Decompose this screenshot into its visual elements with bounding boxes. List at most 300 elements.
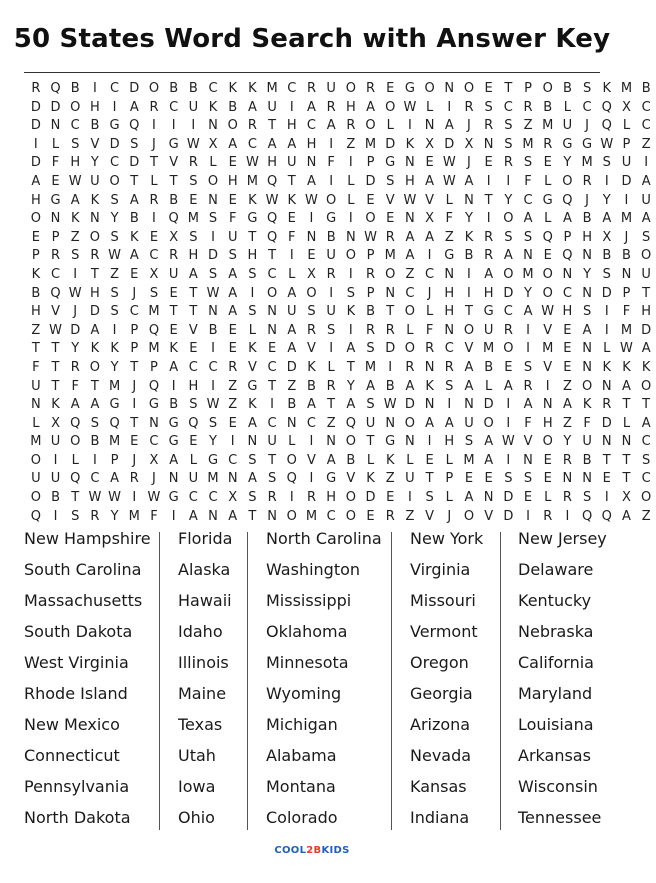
grid-letter: A xyxy=(228,266,238,282)
grid-letter: O xyxy=(483,415,494,431)
grid-letter: E xyxy=(169,322,178,338)
grid-letter: N xyxy=(405,434,415,450)
grid-letter: D xyxy=(385,341,396,357)
grid-row xyxy=(26,415,651,434)
grid-letter: M xyxy=(207,471,219,487)
grid-row xyxy=(26,117,651,136)
grid-letter: M xyxy=(148,304,160,320)
grid-letter: E xyxy=(228,155,237,171)
state-word: Colorado xyxy=(266,808,338,827)
grid-letter: V xyxy=(51,304,60,320)
state-word: Iowa xyxy=(178,777,216,796)
grid-letter: E xyxy=(464,471,474,487)
state-word: Alaska xyxy=(178,560,231,579)
grid-letter: A xyxy=(641,173,651,189)
grid-letter: F xyxy=(524,415,532,431)
grid-letter: W xyxy=(501,434,515,450)
grid-letter: R xyxy=(90,248,100,264)
grid-letter: K xyxy=(31,266,41,282)
grid-letter: F xyxy=(71,378,79,394)
grid-letter: L xyxy=(485,378,493,394)
grid-letter: D xyxy=(286,359,297,375)
grid-letter: B xyxy=(622,248,631,264)
grid-letter: I xyxy=(112,322,117,338)
grid-letter: D xyxy=(70,322,81,338)
grid-letter: J xyxy=(132,452,137,468)
grid-letter: L xyxy=(622,118,631,134)
grid-letter: S xyxy=(71,508,80,524)
grid-letter: R xyxy=(366,266,376,282)
grid-letter: I xyxy=(388,359,393,375)
grid-letter: H xyxy=(90,99,100,115)
grid-letter: B xyxy=(385,378,395,394)
grid-letter: E xyxy=(149,229,159,245)
grid-letter: Q xyxy=(70,471,81,487)
grid-letter: G xyxy=(247,378,258,394)
grid-letter: G xyxy=(385,434,396,450)
grid-letter: I xyxy=(565,508,570,524)
grid-letter: V xyxy=(543,359,553,375)
grid-letter: S xyxy=(464,434,474,450)
grid-letter: C xyxy=(306,118,316,134)
grid-letter: C xyxy=(503,304,513,320)
grid-letter: S xyxy=(602,155,611,171)
grid-letter: B xyxy=(169,397,179,413)
grid-letter: U xyxy=(188,99,199,115)
grid-letter: R xyxy=(503,322,513,338)
grid-letter: N xyxy=(50,118,61,134)
grid-letter: A xyxy=(622,378,631,394)
grid-letter: A xyxy=(287,285,297,301)
grid-letter: S xyxy=(71,248,80,264)
grid-letter: J xyxy=(427,285,432,301)
grid-letter: Q xyxy=(562,248,573,264)
grid-letter: R xyxy=(169,248,179,264)
grid-letter: A xyxy=(641,341,651,357)
state-word: Mississippi xyxy=(266,591,352,610)
grid-letter: I xyxy=(132,397,137,413)
grid-letter: L xyxy=(248,322,257,338)
grid-letter: X xyxy=(464,136,474,152)
grid-letter: A xyxy=(129,248,139,264)
grid-letter: O xyxy=(207,173,219,189)
grid-letter: F xyxy=(445,211,454,227)
grid-letter: I xyxy=(329,341,334,357)
grid-letter: N xyxy=(208,118,218,134)
word-list xyxy=(0,526,624,836)
grid-letter: A xyxy=(641,415,651,431)
grid-letter: S xyxy=(208,266,218,282)
grid-letter: A xyxy=(523,211,533,227)
grid-letter: O xyxy=(345,81,356,96)
word-column xyxy=(410,526,483,836)
grid-letter: Y xyxy=(563,434,572,450)
grid-letter: T xyxy=(425,471,434,487)
grid-letter: D xyxy=(503,508,514,524)
grid-letter: M xyxy=(187,211,199,227)
grid-letter: T xyxy=(346,359,355,375)
grid-letter: O xyxy=(148,81,160,96)
grid-letter: D xyxy=(89,304,100,320)
grid-letter: I xyxy=(407,118,412,134)
state-word: Florida xyxy=(178,529,233,548)
grid-letter: T xyxy=(484,192,493,208)
grid-letter: H xyxy=(641,304,652,320)
word-column xyxy=(266,526,382,836)
grid-letter: U xyxy=(483,322,494,338)
grid-letter: O xyxy=(89,359,101,375)
grid-letter: I xyxy=(486,173,491,189)
grid-letter: E xyxy=(543,155,552,171)
grid-letter: F xyxy=(288,229,296,245)
grid-letter: Q xyxy=(286,471,297,487)
grid-letter: Q xyxy=(542,229,553,245)
grid-letter: S xyxy=(110,285,119,301)
grid-letter: L xyxy=(406,322,414,338)
grid-letter: R xyxy=(366,322,376,338)
grid-letter: C xyxy=(582,99,592,115)
grid-letter: R xyxy=(405,359,415,375)
grid-letter: J xyxy=(152,136,156,152)
grid-letter: N xyxy=(464,192,474,208)
grid-letter: A xyxy=(425,415,435,431)
grid-letter: F xyxy=(622,304,631,320)
grid-letter: S xyxy=(366,397,375,413)
state-word: Minnesota xyxy=(266,653,349,672)
grid-letter: H xyxy=(227,173,238,189)
grid-letter: L xyxy=(622,415,631,431)
grid-letter: A xyxy=(405,378,415,394)
grid-letter: Z xyxy=(228,397,238,413)
grid-letter: U xyxy=(168,266,179,282)
grid-letter: Y xyxy=(346,378,355,394)
grid-letter: U xyxy=(621,155,632,171)
grid-letter: I xyxy=(506,173,511,189)
grid-letter: P xyxy=(563,229,572,245)
grid-letter: H xyxy=(542,415,553,431)
grid-row xyxy=(26,136,651,155)
grid-letter: U xyxy=(31,378,41,394)
grid-letter: A xyxy=(405,248,415,264)
grid-letter: X xyxy=(425,211,435,227)
grid-letter: T xyxy=(287,173,296,189)
grid-letter: A xyxy=(247,415,257,431)
grid-letter: B xyxy=(602,248,612,264)
grid-letter: H xyxy=(30,192,41,208)
state-word: Alabama xyxy=(266,746,337,765)
state-word: Nebraska xyxy=(518,622,594,641)
grid-letter: V xyxy=(247,359,257,375)
grid-letter: N xyxy=(424,359,435,375)
grid-row xyxy=(26,322,652,341)
grid-letter: W xyxy=(245,155,259,171)
grid-letter: K xyxy=(248,341,257,357)
grid-letter: S xyxy=(307,304,316,320)
grid-letter: L xyxy=(32,415,40,431)
grid-letter: Y xyxy=(504,192,513,208)
grid-letter: I xyxy=(407,490,412,506)
grid-letter: C xyxy=(641,434,651,450)
grid-letter: I xyxy=(171,378,176,394)
grid-letter: C xyxy=(306,415,316,431)
grid-letter: O xyxy=(286,452,297,468)
grid-letter: P xyxy=(366,155,375,171)
grid-letter: R xyxy=(70,359,80,375)
grid-letter: T xyxy=(169,173,178,189)
grid-letter: H xyxy=(188,248,199,264)
grid-letter: B xyxy=(484,359,494,375)
grid-letter: N xyxy=(483,136,494,152)
grid-letter: I xyxy=(486,211,491,227)
grid-letter: P xyxy=(524,81,532,96)
grid-letter: E xyxy=(31,229,40,245)
grid-letter: K xyxy=(248,192,257,208)
grid-letter: C xyxy=(523,192,533,208)
grid-letter: E xyxy=(189,434,198,450)
grid-letter: E xyxy=(287,211,296,227)
grid-letter: F xyxy=(425,322,434,338)
grid-letter: A xyxy=(582,322,592,338)
grid-row xyxy=(26,340,651,359)
grid-letter: N xyxy=(562,266,573,282)
grid-letter: N xyxy=(168,471,179,487)
grid-row xyxy=(26,154,649,173)
grid-letter: A xyxy=(267,136,277,152)
grid-letter: E xyxy=(366,192,375,208)
grid-letter: T xyxy=(31,341,40,357)
grid-letter: J xyxy=(447,508,452,524)
grid-letter: R xyxy=(562,490,572,506)
grid-letter: H xyxy=(444,285,455,301)
grid-letter: U xyxy=(641,266,651,282)
grid-letter: A xyxy=(169,452,179,468)
grid-letter: J xyxy=(624,229,629,245)
grid-letter: R xyxy=(326,99,336,115)
grid-letter: K xyxy=(51,397,60,413)
grid-letter: Q xyxy=(266,229,278,245)
grid-letter: M xyxy=(364,359,377,375)
grid-letter: L xyxy=(386,118,394,134)
word-column xyxy=(24,526,151,836)
grid-letter: M xyxy=(108,378,121,394)
grid-letter: R xyxy=(31,81,41,96)
grid-letter: M xyxy=(30,434,42,450)
grid-letter: I xyxy=(73,266,78,282)
grid-letter: A xyxy=(90,322,100,338)
grid-letter: Y xyxy=(524,285,532,301)
grid-letter: S xyxy=(386,173,395,189)
grid-letter: T xyxy=(189,304,198,320)
grid-letter: T xyxy=(464,304,473,320)
grid-letter: F xyxy=(150,508,158,524)
grid-letter: H xyxy=(405,173,415,189)
grid-letter: G xyxy=(326,211,337,227)
state-word: Texas xyxy=(178,715,223,734)
grid-letter: D xyxy=(365,173,376,189)
grid-letter: T xyxy=(149,155,158,171)
word-column xyxy=(178,526,232,836)
grid-letter: W xyxy=(265,192,279,208)
grid-letter: K xyxy=(366,471,375,487)
state-word: Vermont xyxy=(410,622,478,641)
grid-letter: V xyxy=(346,471,356,487)
grid-letter: A xyxy=(464,378,474,394)
grid-letter: K xyxy=(110,341,119,357)
grid-letter: O xyxy=(503,341,514,357)
grid-letter: E xyxy=(228,341,237,357)
grid-letter: C xyxy=(110,81,120,96)
grid-letter: O xyxy=(89,229,101,245)
grid-letter: T xyxy=(51,359,60,375)
grid-row xyxy=(26,378,652,397)
grid-letter: P xyxy=(130,322,139,338)
grid-letter: A xyxy=(444,118,454,134)
grid-letter: G xyxy=(326,471,337,487)
grid-letter: B xyxy=(326,229,336,245)
grid-letter: O xyxy=(424,81,435,96)
state-word: Kansas xyxy=(410,777,467,796)
state-word: Oklahoma xyxy=(266,622,348,641)
grid-letter: A xyxy=(287,341,297,357)
grid-letter: C xyxy=(503,99,513,115)
grid-letter: U xyxy=(50,471,61,487)
grid-letter: K xyxy=(208,99,218,115)
grid-letter: Z xyxy=(346,136,356,152)
grid-letter: Q xyxy=(148,322,160,338)
grid-letter: B xyxy=(31,285,41,301)
state-word: Missouri xyxy=(410,591,476,610)
grid-letter: A xyxy=(464,490,474,506)
grid-letter: O xyxy=(30,490,41,506)
grid-letter: U xyxy=(90,173,100,189)
grid-letter: R xyxy=(228,359,238,375)
grid-letter: B xyxy=(169,192,179,208)
grid-letter: Z xyxy=(405,266,415,282)
grid-letter: S xyxy=(228,248,237,264)
grid-letter: S xyxy=(71,136,80,152)
grid-letter: H xyxy=(90,285,100,301)
grid-letter: M xyxy=(522,136,534,152)
grid-row xyxy=(26,285,651,304)
grid-letter: K xyxy=(228,81,237,96)
grid-letter: D xyxy=(50,99,61,115)
grid-letter: F xyxy=(327,155,335,171)
state-word: Washington xyxy=(266,560,361,579)
grid-letter: Q xyxy=(601,99,612,115)
grid-letter: S xyxy=(642,452,651,468)
grid-letter: R xyxy=(306,490,316,506)
grid-letter: X xyxy=(622,99,631,115)
grid-letter: B xyxy=(641,81,651,96)
grid-letter: O xyxy=(463,322,475,338)
grid-letter: E xyxy=(189,192,198,208)
grid-letter: M xyxy=(542,118,554,134)
grid-letter: S xyxy=(504,136,513,152)
grid-letter: J xyxy=(152,471,156,487)
grid-letter: O xyxy=(641,490,652,506)
grid-letter: N xyxy=(582,471,592,487)
grid-letter: S xyxy=(110,304,119,320)
grid-letter: A xyxy=(31,173,41,189)
grid-letter: N xyxy=(286,415,297,431)
grid-letter: Y xyxy=(90,155,99,171)
state-word: New Jersey xyxy=(518,529,607,548)
state-word: Tennessee xyxy=(518,808,602,827)
grid-letter: K xyxy=(70,211,80,227)
grid-letter: R xyxy=(484,229,494,245)
grid-letter: T xyxy=(130,415,139,431)
grid-letter: A xyxy=(464,359,474,375)
grid-letter: C xyxy=(149,434,159,450)
grid-letter: O xyxy=(365,118,376,134)
grid-letter: O xyxy=(70,434,81,450)
grid-letter: O xyxy=(385,266,396,282)
grid-letter: E xyxy=(228,322,237,338)
grid-letter: N xyxy=(562,471,573,487)
grid-letter: S xyxy=(130,136,139,152)
grid-letter: Z xyxy=(641,136,651,152)
grid-letter: A xyxy=(70,397,80,413)
grid-letter: Q xyxy=(50,285,61,301)
grid-letter: T xyxy=(130,173,139,189)
grid-letter: H xyxy=(306,136,317,152)
grid-letter: I xyxy=(526,322,530,338)
grid-letter: M xyxy=(620,211,633,227)
grid-letter: G xyxy=(404,81,415,96)
grid-letter: M xyxy=(148,341,160,357)
grid-letter: L xyxy=(544,211,552,227)
grid-letter: L xyxy=(366,452,375,468)
grid-letter: I xyxy=(53,508,58,524)
grid-letter: R xyxy=(326,266,336,282)
grid-letter: R xyxy=(326,378,336,394)
grid-letter: A xyxy=(523,397,533,413)
grid-letter: T xyxy=(90,378,99,394)
grid-letter: C xyxy=(208,81,218,96)
grid-letter: C xyxy=(425,266,435,282)
grid-letter: S xyxy=(523,471,533,487)
grid-letter: L xyxy=(71,452,79,468)
grid-letter: E xyxy=(563,341,572,357)
grid-letter: O xyxy=(345,248,356,264)
grid-letter: U xyxy=(287,304,297,320)
grid-letter: D xyxy=(208,248,219,264)
grid-letter: N xyxy=(326,434,337,450)
grid-letter: D xyxy=(30,99,41,115)
grid-letter: C xyxy=(444,341,454,357)
grid-letter: K xyxy=(622,359,631,375)
grid-letter: D xyxy=(365,490,376,506)
grid-row xyxy=(26,359,651,378)
grid-letter: M xyxy=(305,508,318,524)
grid-letter: B xyxy=(129,211,139,227)
grid-letter: Q xyxy=(601,508,612,524)
grid-letter: R xyxy=(464,99,474,115)
grid-letter: R xyxy=(188,155,198,171)
grid-letter: N xyxy=(464,397,474,413)
grid-letter: R xyxy=(543,136,553,152)
grid-letter: E xyxy=(189,341,198,357)
grid-letter: F xyxy=(583,415,591,431)
grid-letter: E xyxy=(386,81,395,96)
grid-letter: O xyxy=(542,266,553,282)
grid-letter: M xyxy=(522,266,534,282)
grid-letter: R xyxy=(385,229,395,245)
grid-letter: W xyxy=(541,304,555,320)
grid-letter: X xyxy=(425,136,435,152)
grid-letter: T xyxy=(268,378,277,394)
grid-letter: E xyxy=(504,359,513,375)
